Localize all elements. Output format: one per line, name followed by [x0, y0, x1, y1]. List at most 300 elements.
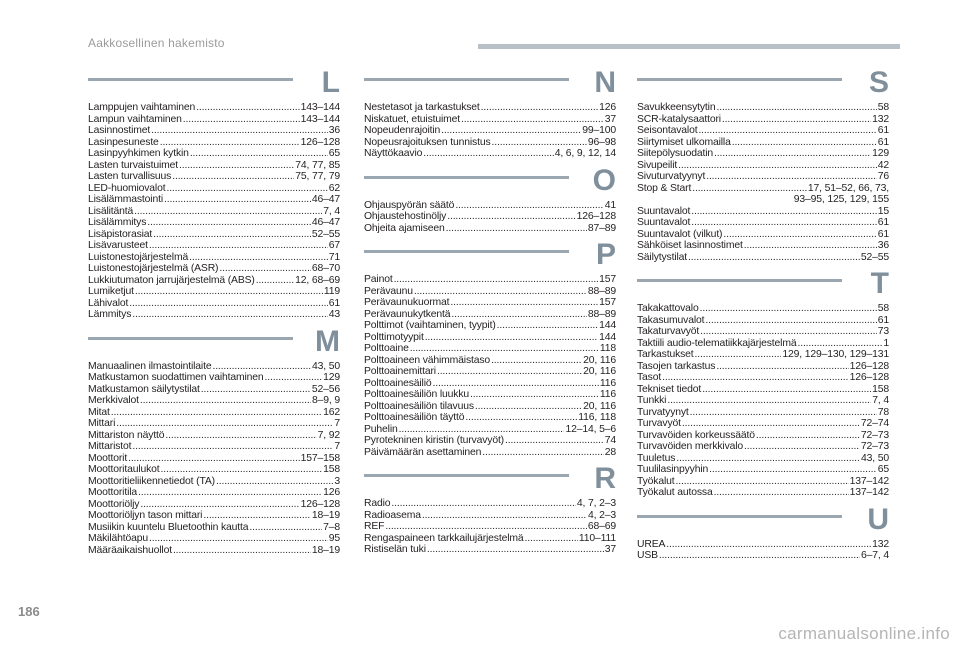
entry-label: Seisontavalot: [637, 125, 698, 136]
page-number: 186: [18, 604, 40, 619]
entry-pages: 52–56: [311, 383, 340, 395]
index-entry: [364, 355, 616, 367]
entry-label: Perävaunu: [364, 285, 413, 297]
entry-pages: 126: [599, 102, 616, 113]
entry-pages: 99–100: [582, 125, 616, 136]
entry-pages: 3: [334, 475, 340, 487]
dot-leader: [667, 395, 871, 407]
entry-label: Niskatuet, etuistuimet: [364, 113, 461, 125]
index-entry: [88, 361, 340, 373]
index-entry: [88, 252, 340, 264]
dot-leader: [147, 217, 311, 229]
dot-leader: [201, 384, 311, 396]
dot-leader: [447, 211, 575, 223]
section-letter: T: [870, 267, 889, 300]
entry-pages: 72–74: [860, 418, 889, 429]
entry-pages: 119: [323, 286, 340, 297]
entry-pages: 129: [872, 148, 889, 159]
dot-leader: [450, 297, 598, 309]
index-entry: [88, 148, 340, 160]
entry-label: Lisälitäntä: [88, 205, 134, 217]
entry-pages: 78: [877, 406, 889, 418]
dot-leader: [676, 453, 860, 465]
entry-label: Lampun vaihtaminen: [88, 113, 182, 125]
entry-pages: 72–73: [860, 429, 889, 441]
entry-pages: 71: [328, 251, 340, 263]
dot-leader: [698, 125, 876, 137]
index-entry: [88, 171, 340, 183]
dot-leader: [714, 148, 871, 160]
entry-label: Sivupeilit: [637, 159, 678, 171]
index-section: [637, 502, 889, 562]
entry-pages: 4, 7, 2–3: [576, 498, 616, 509]
entry-label: Polttoainesäiliö: [364, 377, 432, 389]
entry-pages: 88–89: [587, 308, 616, 320]
index-entry: [637, 487, 889, 499]
section-header: [637, 267, 889, 300]
footer-bar: [0, 623, 960, 649]
entry-label: Painot: [364, 274, 393, 285]
index-entry: [637, 102, 889, 114]
entry-pages: 116, 118: [578, 412, 616, 423]
header-bar: [478, 44, 900, 49]
entry-label: Polttimot (vaihtaminen, tyypit): [364, 320, 496, 331]
entry-label: Tunkki: [637, 395, 667, 406]
entry-label: UREA: [637, 538, 666, 550]
page-header-title: Aakkosellinen hakemisto: [88, 36, 225, 50]
entry-label: Nestetasot ja tarkastukset: [364, 102, 480, 113]
dot-leader: [138, 487, 322, 499]
dot-leader: [475, 401, 582, 413]
index-entry: [364, 102, 616, 114]
index-entry: [364, 510, 616, 522]
index-section: [637, 66, 889, 263]
dot-leader: [691, 217, 877, 229]
entry-pages: 137–142: [849, 475, 889, 487]
entry-label: Moottoriöljy: [88, 498, 140, 510]
entry-label: Työkalut autossa: [637, 487, 713, 498]
index-entry: [637, 137, 889, 149]
entry-pages: 76: [877, 171, 889, 182]
entry-pages: 68–70: [311, 263, 340, 274]
entry-label: Pyrotekninen kiristin (turvavyöt): [364, 435, 504, 446]
index-entry: [364, 320, 616, 332]
dot-leader: [427, 544, 604, 556]
entry-pages: 88–89: [587, 285, 616, 297]
section-rule: [88, 337, 293, 340]
entry-pages: 126–128: [300, 498, 340, 510]
entry-pages: 158: [323, 464, 340, 475]
dot-leader: [219, 263, 310, 275]
index-entry: [88, 545, 340, 557]
index-entry: [88, 522, 340, 534]
entry-pages: 110–111: [578, 532, 616, 544]
dot-leader: [714, 487, 849, 499]
index-entry: [364, 223, 616, 235]
section-header: [88, 324, 340, 358]
dot-leader: [399, 424, 565, 436]
index-entry: [637, 441, 889, 453]
entry-label: REF: [364, 521, 385, 532]
index-entry: [88, 510, 340, 522]
dot-leader: [481, 102, 598, 114]
entry-label: Moottorit: [88, 452, 128, 464]
index-entry: [637, 229, 889, 241]
dot-leader: [709, 464, 877, 476]
entry-label: Radioasema: [364, 509, 421, 521]
entry-label: Tarkastukset: [637, 349, 694, 360]
entry-label: Lähivalot: [88, 297, 129, 309]
entry-label: Puhelin: [364, 423, 398, 435]
dot-leader: [505, 435, 604, 447]
index-entry: [637, 125, 889, 137]
entry-pages: 8–9, 9: [312, 395, 340, 406]
index-entry: [364, 286, 616, 298]
index-entry: [88, 206, 340, 218]
entry-pages: 61: [877, 314, 889, 326]
section-rule: [637, 78, 842, 81]
section-letter: N: [594, 66, 616, 99]
entry-pages: 18–19: [311, 510, 340, 521]
dot-leader: [134, 206, 322, 218]
index-entry: [364, 378, 616, 390]
entry-label: Lamppujen vaihtaminen: [88, 102, 196, 113]
dot-leader: [482, 447, 603, 459]
dot-leader: [662, 372, 849, 384]
entry-pages: 137–142: [849, 487, 889, 498]
index-entry: [88, 487, 340, 499]
index-entry: [88, 499, 340, 511]
entry-pages: 157: [599, 274, 616, 285]
entry-label: Sivuturvatyynyt: [637, 171, 706, 182]
entry-label: Säilytystilat: [637, 251, 688, 263]
index-entry: [88, 160, 340, 172]
index-entry: [637, 252, 889, 264]
section-rule: [364, 176, 569, 179]
entry-pages: 144: [599, 331, 616, 343]
dot-leader: [394, 274, 599, 286]
index-entry: [88, 137, 340, 149]
dot-leader: [149, 533, 328, 545]
entry-label: Näyttökaavio: [364, 148, 423, 159]
dot-leader: [797, 338, 882, 350]
entry-label: Ohjauspyörän säätö: [364, 199, 455, 211]
index-entry: [88, 453, 340, 465]
entry-pages: 116: [599, 389, 616, 400]
entry-pages: 126–128: [300, 136, 340, 148]
dot-leader: [183, 114, 300, 126]
dot-leader: [706, 171, 877, 183]
entry-pages: 43, 50: [312, 360, 340, 372]
entry-pages: 126–128: [576, 211, 616, 222]
entry-pages: 7, 92: [317, 429, 340, 441]
entry-label: Siirtymiset ulkomailla: [637, 136, 731, 148]
dot-leader: [690, 407, 877, 419]
section-letter: R: [594, 462, 616, 495]
section-letter: L: [321, 66, 340, 99]
index-entry: [88, 125, 340, 137]
entry-pages: 143–144: [300, 102, 340, 113]
dot-leader: [692, 183, 807, 195]
entry-label: Taktiili audio-telematiikkajärjestelmä: [637, 337, 797, 349]
entry-pages: 62: [328, 182, 340, 194]
index-entry: [88, 229, 340, 241]
index-entry: [88, 441, 340, 453]
entry-pages: 132: [872, 113, 889, 125]
entry-label: Lasinpesuneste: [88, 136, 159, 148]
dot-leader: [422, 510, 587, 522]
entry-pages: 20, 116: [583, 400, 616, 412]
dot-leader: [441, 125, 581, 137]
entry-label: Takaturvavyöt: [637, 326, 700, 337]
dot-leader: [470, 389, 599, 401]
index-entry: [637, 338, 889, 350]
dot-leader: [249, 522, 322, 534]
dot-leader: [491, 355, 582, 367]
dot-leader: [451, 309, 586, 321]
dot-leader: [492, 137, 587, 149]
dot-leader: [414, 286, 587, 298]
dot-leader: [695, 349, 782, 361]
entry-label: Moottoritaulukot: [88, 464, 160, 475]
index-entry: [364, 137, 616, 149]
entry-label: Polttoainemittari: [364, 366, 436, 377]
index-entry: [637, 183, 889, 195]
entry-pages: 7, 4: [872, 395, 889, 406]
entry-pages: 4, 2–3: [588, 509, 616, 521]
dot-leader: [433, 378, 599, 390]
dot-leader: [140, 395, 311, 407]
dot-leader: [688, 252, 860, 264]
entry-pages: 157–158: [300, 452, 340, 464]
entry-label: Savukkeensytytin: [637, 102, 716, 113]
dot-leader: [173, 545, 311, 557]
entry-label: Ristiselän tuki: [364, 544, 426, 555]
index-entry: [637, 476, 889, 488]
index-entry: [88, 275, 340, 287]
entry-label: Turvavöiden korkeussäätö: [637, 429, 755, 441]
entry-pages: 67: [328, 240, 340, 251]
section-header: [88, 66, 340, 99]
dot-leader: [666, 539, 871, 551]
entry-label: Takasumuvalot: [637, 314, 705, 326]
index-entry: [364, 435, 616, 447]
entry-label: Moottoriöljyn tason mittari: [88, 510, 203, 521]
entry-label: Matkustamon suodattimen vaihtaminen: [88, 372, 264, 383]
dot-leader: [497, 320, 598, 332]
entry-label: Mitat: [88, 406, 110, 418]
entry-label: Perävaunukuormat: [364, 297, 450, 308]
index-entry: [637, 384, 889, 396]
dot-leader: [732, 137, 877, 149]
index-entry: [637, 430, 889, 442]
entry-pages: 15: [877, 205, 889, 217]
entry-label: Suuntavalot: [637, 217, 691, 228]
entry-label: Tuuletus: [637, 452, 676, 464]
entry-label: Ohjeita ajamiseen: [364, 222, 445, 234]
entry-pages: 74: [604, 435, 616, 446]
dot-leader: [111, 407, 322, 419]
entry-pages: 4, 6, 9, 12, 14: [554, 148, 616, 159]
index-entry: [637, 550, 889, 562]
entry-label: Päivämäärän asettaminen: [364, 446, 482, 458]
entry-pages: 61: [877, 125, 889, 136]
index-entry: [637, 372, 889, 384]
section-rule: [637, 279, 842, 282]
entry-pages: 144: [599, 320, 616, 331]
dot-leader: [212, 361, 311, 373]
index-section: [364, 66, 616, 160]
entry-label: Mäkilähtöapu: [88, 533, 149, 544]
entry-label: SCR-katalysaattori: [637, 113, 721, 125]
index-entry: [364, 424, 616, 436]
index-entry: [637, 217, 889, 229]
section-letter: S: [868, 66, 889, 99]
dot-leader: [723, 229, 876, 241]
entry-pages: 126: [323, 487, 340, 498]
index-entry: [637, 303, 889, 315]
index-entry: [637, 171, 889, 183]
index-entry: [637, 464, 889, 476]
entry-label: Polttoainesäiliön luukku: [364, 389, 469, 400]
dot-leader: [423, 148, 553, 160]
dot-leader: [149, 240, 328, 252]
dot-leader: [216, 476, 333, 488]
index-entry: [364, 148, 616, 160]
entry-label: Sähköiset lasinnostimet: [637, 240, 743, 251]
index-entry: [364, 366, 616, 378]
index-entry: [364, 200, 616, 212]
dot-leader: [700, 303, 877, 315]
entry-pages: 52–55: [860, 251, 889, 263]
dot-leader: [140, 499, 299, 511]
index-entry: [364, 125, 616, 137]
entry-label: Nopeusrajoituksen tunnistus: [364, 136, 491, 148]
dot-leader: [702, 384, 871, 396]
entry-label: Radio: [364, 498, 391, 509]
entry-pages: 43, 50: [861, 452, 889, 464]
entry-pages: 46–47: [311, 217, 340, 228]
entry-pages: 118: [599, 343, 616, 354]
index-entry: [637, 407, 889, 419]
dot-leader: [190, 148, 328, 160]
entry-label: Suuntavalot: [637, 205, 691, 217]
entry-label: Määräaikaishuollot: [88, 544, 172, 556]
index-entry: [88, 533, 340, 545]
entry-label: Tasojen tarkastus: [637, 360, 716, 372]
dot-leader: [659, 550, 860, 562]
entry-label: Lasten turvallisuus: [88, 171, 172, 182]
entry-label: Mittari: [88, 418, 116, 429]
index-entry: [364, 498, 616, 510]
section-header: [637, 66, 889, 99]
entry-label: Lisävarusteet: [88, 240, 148, 251]
dot-leader: [203, 510, 311, 522]
index-entry: [364, 447, 616, 459]
section-letter: U: [867, 502, 889, 536]
entry-pages: 12–14, 5–6: [565, 423, 616, 435]
entry-label: Mittariston näyttö: [88, 429, 165, 441]
section-rule: [364, 250, 569, 253]
dot-leader: [128, 453, 300, 465]
dot-leader: [465, 412, 577, 424]
entry-pages: 126–128: [849, 360, 889, 372]
section-rule: [637, 515, 842, 518]
entry-label: Lisäpistorasiat: [88, 228, 153, 240]
dot-leader: [437, 366, 582, 378]
dot-leader: [256, 275, 294, 287]
entry-pages: 18–19: [311, 544, 340, 556]
index-entry: [364, 544, 616, 556]
entry-pages: 143–144: [300, 113, 340, 125]
entry-label: Lisälämmastointi: [88, 194, 163, 205]
dot-leader: [716, 361, 848, 373]
dot-leader: [132, 309, 327, 321]
dot-leader: [391, 498, 576, 510]
entry-pages: 129: [323, 372, 340, 383]
dot-leader: [164, 194, 311, 206]
index-section: [364, 163, 616, 235]
entry-label: Perävaunukytkentä: [364, 308, 451, 320]
entry-label: Turvavyöt: [637, 418, 681, 429]
dot-leader: [385, 521, 587, 533]
index-entry: [364, 297, 616, 309]
entry-pages: 72–73: [860, 441, 889, 452]
entry-label: Turvavöiden merkkivalo: [637, 441, 744, 452]
entry-pages: 43: [328, 309, 340, 320]
dot-leader: [455, 200, 603, 212]
entry-pages-continued: 93–95, 125, 129, 155: [793, 194, 889, 205]
entry-label: Työkalut: [637, 475, 675, 487]
index-entry: [88, 430, 340, 442]
entry-label: Suuntavalot (vilkut): [637, 228, 723, 240]
dot-leader: [682, 418, 860, 430]
entry-label: Tuulilasinpyyhin: [637, 464, 709, 475]
dot-leader: [700, 326, 877, 338]
dot-leader: [461, 114, 604, 126]
dot-leader: [160, 137, 300, 149]
entry-pages: 17, 51–52, 66, 73,: [807, 182, 889, 194]
dot-leader: [722, 114, 871, 126]
index-entry: [364, 211, 616, 223]
index-entry: [637, 315, 889, 327]
index-entry: [88, 102, 340, 114]
index-entry: [364, 332, 616, 344]
index-entry: [364, 521, 616, 533]
entry-label: LED-huomiovalot: [88, 182, 166, 194]
entry-pages: 42: [877, 159, 889, 171]
section-rule: [364, 78, 569, 81]
entry-pages: 37: [604, 544, 616, 555]
index-entry: [364, 343, 616, 355]
index-entry: [637, 349, 889, 361]
dot-leader: [129, 298, 327, 310]
entry-label: Polttoaine: [364, 343, 409, 354]
index-entry: [637, 395, 889, 407]
entry-pages: 61: [877, 136, 889, 148]
entry-pages: 20, 116: [583, 366, 616, 377]
index-section: [364, 238, 616, 458]
section-rule: [364, 474, 569, 477]
index-entry: [637, 240, 889, 252]
entry-pages: 158: [872, 383, 889, 395]
entry-pages: 12, 68–69: [295, 274, 340, 286]
entry-pages: 61: [877, 228, 889, 240]
entry-pages: 74, 77, 85: [295, 159, 340, 171]
index-entry: [637, 361, 889, 373]
entry-label: Tasot: [637, 372, 662, 383]
index-column-3: [637, 66, 889, 576]
